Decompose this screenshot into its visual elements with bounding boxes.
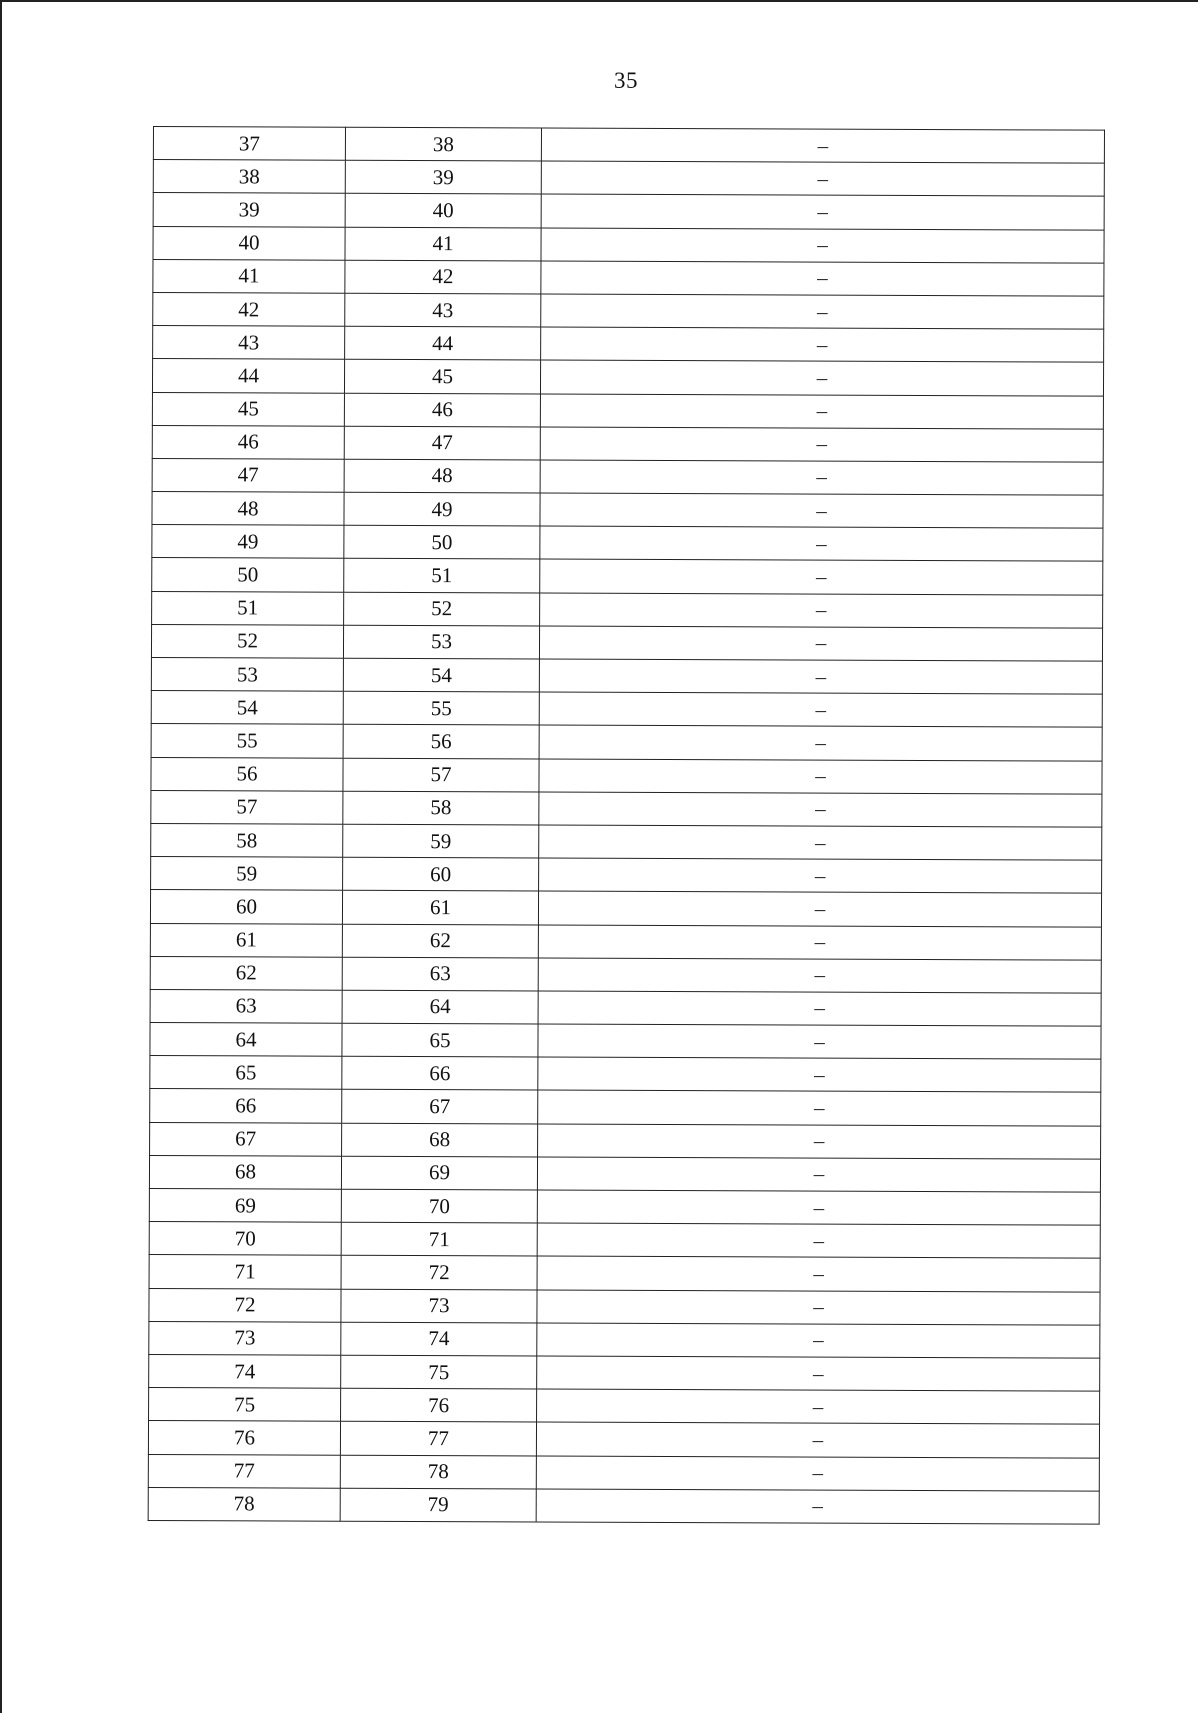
cell-col-1: 61 [150, 923, 342, 957]
cell-col-1: 60 [150, 890, 342, 924]
cell-col-1: 50 [152, 558, 344, 592]
cell-col-3: – [541, 294, 1104, 329]
cell-col-3: – [540, 559, 1103, 594]
cell-col-1: 77 [148, 1454, 340, 1488]
cell-col-2: 48 [344, 459, 540, 493]
table-row [150, 890, 1101, 927]
cell-col-3: – [537, 1190, 1100, 1225]
cell-col-1: 66 [150, 1089, 342, 1123]
cell-col-1: 54 [151, 691, 343, 725]
table-row [152, 492, 1103, 529]
table-row [152, 392, 1103, 429]
cell-col-1: 74 [149, 1354, 341, 1388]
table-row [153, 160, 1104, 197]
table-row [150, 989, 1101, 1026]
table-row [153, 193, 1104, 230]
cell-col-3: – [540, 393, 1103, 428]
cell-col-3: – [541, 261, 1104, 296]
cell-col-1: 49 [152, 525, 344, 559]
cell-col-1: 51 [152, 591, 344, 625]
cell-col-2: 56 [343, 725, 539, 759]
cell-col-3: – [539, 792, 1102, 827]
cell-col-1: 70 [149, 1222, 341, 1256]
cell-col-3: – [536, 1489, 1099, 1524]
cell-col-3: – [538, 924, 1101, 959]
cell-col-3: – [538, 1090, 1101, 1125]
cell-col-3: – [537, 1256, 1100, 1291]
cell-col-1: 58 [151, 823, 343, 857]
cell-col-3: – [537, 1389, 1100, 1424]
table-row [153, 292, 1104, 329]
cell-col-1: 64 [150, 1023, 342, 1057]
cell-col-3: – [536, 1422, 1099, 1457]
cell-col-1: 78 [148, 1487, 340, 1521]
cell-col-2: 46 [344, 393, 540, 427]
table-row [153, 127, 1104, 164]
cell-col-1: 39 [153, 193, 345, 227]
cell-col-2: 52 [344, 592, 540, 626]
cell-col-2: 49 [344, 492, 540, 526]
cell-col-3: – [540, 526, 1103, 561]
cell-col-2: 47 [344, 426, 540, 460]
cell-col-1: 42 [153, 292, 345, 326]
cell-col-2: 64 [342, 990, 538, 1024]
table-row [151, 691, 1102, 728]
cell-col-2: 59 [343, 824, 539, 858]
cell-col-3: – [539, 626, 1102, 661]
cell-col-2: 70 [341, 1189, 537, 1223]
cell-col-1: 69 [149, 1188, 341, 1222]
cell-col-2: 78 [340, 1455, 536, 1489]
cell-col-1: 57 [151, 790, 343, 824]
table-row [150, 956, 1101, 993]
cell-col-3: – [539, 858, 1102, 893]
cell-col-3: – [537, 1356, 1100, 1391]
table-row [152, 525, 1103, 562]
table-row [149, 1255, 1100, 1292]
cell-col-1: 72 [149, 1288, 341, 1322]
table-row [149, 1188, 1100, 1225]
table-row [151, 757, 1102, 794]
cell-col-2: 75 [341, 1355, 537, 1389]
cell-col-2: 39 [345, 160, 541, 194]
table-row [149, 1155, 1100, 1192]
cell-col-2: 73 [341, 1289, 537, 1323]
table-row [152, 425, 1103, 462]
cell-col-2: 71 [341, 1222, 537, 1256]
cell-col-3: – [541, 194, 1104, 229]
table-row [153, 226, 1104, 263]
table-row [148, 1421, 1099, 1458]
cell-col-2: 45 [344, 360, 540, 394]
table-body [148, 127, 1104, 1525]
table-row [149, 1354, 1100, 1391]
cell-col-2: 77 [340, 1422, 536, 1456]
table-row [149, 1288, 1100, 1325]
table-row [150, 1089, 1101, 1126]
cell-col-1: 37 [153, 127, 345, 161]
cell-col-2: 61 [342, 891, 538, 925]
cell-col-2: 43 [345, 293, 541, 327]
table-row [151, 724, 1102, 761]
cell-col-3: – [538, 958, 1101, 993]
cell-col-3: – [541, 327, 1104, 362]
table-row [151, 823, 1102, 860]
table-row [149, 1321, 1100, 1358]
cell-col-3: – [539, 825, 1102, 860]
cell-col-3: – [541, 161, 1104, 196]
cell-col-3: – [540, 593, 1103, 628]
cell-col-2: 58 [343, 791, 539, 825]
table-row [150, 1023, 1101, 1060]
cell-col-3: – [540, 493, 1103, 528]
cell-col-2: 44 [345, 326, 541, 360]
table-row [152, 359, 1103, 396]
table-row [148, 1454, 1099, 1491]
cell-col-3: – [537, 1290, 1100, 1325]
page-number: 35 [614, 68, 638, 93]
cell-col-3: – [539, 759, 1102, 794]
cell-col-2: 72 [341, 1256, 537, 1290]
cell-col-1: 40 [153, 226, 345, 260]
cell-col-2: 41 [345, 227, 541, 261]
cell-col-3: – [539, 692, 1102, 727]
cell-col-2: 38 [345, 127, 541, 161]
cell-col-3: – [537, 1157, 1100, 1192]
cell-col-2: 40 [345, 194, 541, 228]
cell-col-3: – [540, 460, 1103, 495]
cell-col-2: 68 [342, 1123, 538, 1157]
table-row [151, 790, 1102, 827]
cell-col-2: 79 [340, 1488, 536, 1522]
cell-col-3: – [539, 659, 1102, 694]
cell-col-1: 52 [151, 624, 343, 658]
cell-col-3: – [540, 360, 1103, 395]
cell-col-2: 42 [345, 260, 541, 294]
table-row [153, 259, 1104, 296]
cell-col-1: 71 [149, 1255, 341, 1289]
table-row [149, 1388, 1100, 1425]
table-row [152, 458, 1103, 495]
cell-col-3: – [538, 1024, 1101, 1059]
cell-col-1: 44 [152, 359, 344, 393]
cell-col-2: 74 [341, 1322, 537, 1356]
cell-col-1: 59 [151, 857, 343, 891]
cell-col-3: – [537, 1223, 1100, 1258]
cell-col-3: – [541, 228, 1104, 263]
cell-col-3: – [539, 725, 1102, 760]
table-row [150, 1122, 1101, 1159]
cell-col-1: 55 [151, 724, 343, 758]
cell-col-2: 50 [344, 525, 540, 559]
table-row [151, 657, 1102, 694]
cell-col-1: 53 [151, 657, 343, 691]
cell-col-1: 73 [149, 1321, 341, 1355]
cell-col-1: 76 [148, 1421, 340, 1455]
cell-col-1: 65 [150, 1056, 342, 1090]
cell-col-1: 68 [149, 1155, 341, 1189]
cell-col-3: – [538, 991, 1101, 1026]
cell-col-3: – [536, 1455, 1099, 1490]
cell-col-3: – [540, 427, 1103, 462]
cell-col-2: 60 [343, 857, 539, 891]
table-row [153, 326, 1104, 363]
cell-col-1: 45 [152, 392, 344, 426]
cell-col-1: 38 [153, 160, 345, 194]
table-row [150, 1056, 1101, 1093]
cell-col-1: 67 [150, 1122, 342, 1156]
table-row [151, 857, 1102, 894]
cell-col-1: 56 [151, 757, 343, 791]
data-table [148, 126, 1105, 1525]
cell-col-2: 62 [342, 924, 538, 958]
table-row [150, 923, 1101, 960]
cell-col-2: 54 [343, 658, 539, 692]
cell-col-2: 55 [343, 691, 539, 725]
cell-col-3: – [537, 1323, 1100, 1358]
cell-col-3: – [538, 891, 1101, 926]
cell-col-1: 43 [153, 326, 345, 360]
cell-col-2: 51 [344, 559, 540, 593]
cell-col-2: 65 [342, 1023, 538, 1057]
cell-col-1: 41 [153, 259, 345, 293]
cell-col-1: 46 [152, 425, 344, 459]
cell-col-2: 57 [343, 758, 539, 792]
cell-col-1: 48 [152, 492, 344, 526]
table-row [152, 558, 1103, 595]
cell-col-2: 76 [341, 1388, 537, 1422]
cell-col-3: – [538, 1057, 1101, 1092]
table-row [148, 1487, 1099, 1524]
cell-col-3: – [538, 1124, 1101, 1159]
table-row [152, 591, 1103, 628]
cell-col-1: 62 [150, 956, 342, 990]
table-row [151, 624, 1102, 661]
cell-col-2: 66 [342, 1056, 538, 1090]
cell-col-3: – [541, 128, 1104, 163]
cell-col-2: 63 [342, 957, 538, 991]
cell-col-1: 63 [150, 989, 342, 1023]
cell-col-2: 69 [341, 1156, 537, 1190]
cell-col-1: 75 [149, 1388, 341, 1422]
cell-col-2: 67 [342, 1090, 538, 1124]
cell-col-1: 47 [152, 458, 344, 492]
table-row [149, 1222, 1100, 1259]
cell-col-2: 53 [343, 625, 539, 659]
